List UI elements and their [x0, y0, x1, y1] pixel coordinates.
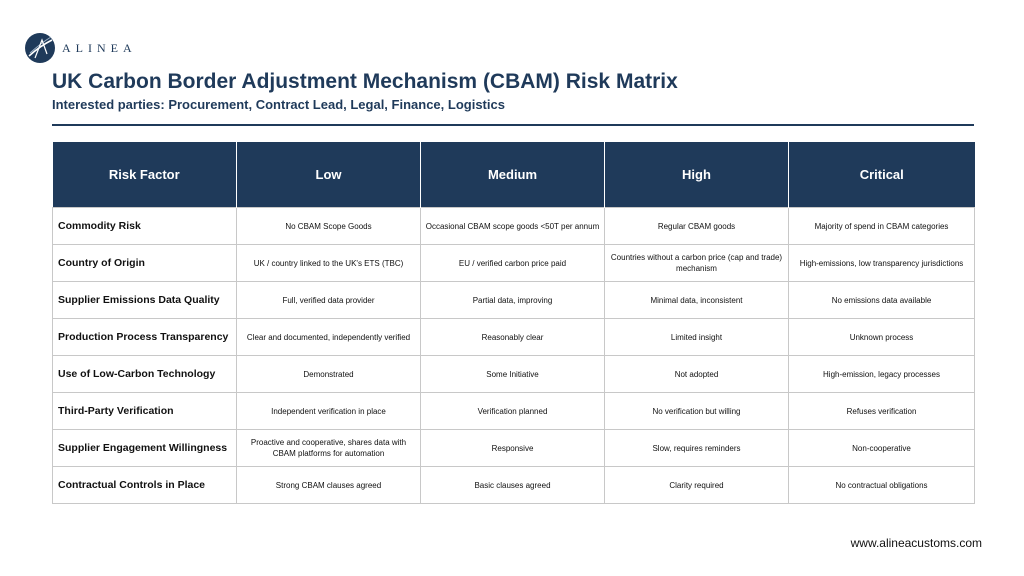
high-cell: No verification but willing: [605, 393, 789, 430]
risk-factor-cell: Country of Origin: [53, 245, 237, 282]
table-row: [53, 319, 975, 356]
alinea-logo-icon: [24, 32, 56, 64]
page-subtitle: Interested parties: Procurement, Contract Lead, Legal, Finance, Logistics: [52, 97, 505, 112]
medium-cell: EU / verified carbon price paid: [421, 245, 605, 282]
critical-cell: Majority of spend in CBAM categories: [789, 208, 975, 245]
high-cell: Countries without a carbon price (cap and trade) mechanism: [605, 245, 789, 282]
brand-logo: [24, 32, 137, 64]
risk-factor-cell: Contractual Controls in Place: [53, 467, 237, 504]
risk-factor-cell: Use of Low-Carbon Technology: [53, 356, 237, 393]
critical-cell: No emissions data available: [789, 282, 975, 319]
medium-cell: Some Initiative: [421, 356, 605, 393]
critical-cell: Non-cooperative: [789, 430, 975, 467]
risk-factor-cell: Supplier Emissions Data Quality: [53, 282, 237, 319]
high-cell: Slow, requires reminders: [605, 430, 789, 467]
column-header: Medium: [421, 142, 605, 208]
column-header: High: [605, 142, 789, 208]
low-cell: Full, verified data provider: [237, 282, 421, 319]
high-cell: Clarity required: [605, 467, 789, 504]
table-header-row: [53, 142, 975, 208]
table-row: [53, 467, 975, 504]
website-link[interactable]: www.alineacustoms.com: [850, 536, 982, 550]
column-header: Critical: [789, 142, 975, 208]
table-row: [53, 245, 975, 282]
medium-cell: Occasional CBAM scope goods <50T per annum: [421, 208, 605, 245]
column-header: Low: [237, 142, 421, 208]
table-row: [53, 282, 975, 319]
critical-cell: Refuses verification: [789, 393, 975, 430]
critical-cell: High-emissions, low transparency jurisdictions: [789, 245, 975, 282]
low-cell: Clear and documented, independently verified: [237, 319, 421, 356]
table-row: [53, 208, 975, 245]
low-cell: No CBAM Scope Goods: [237, 208, 421, 245]
critical-cell: No contractual obligations: [789, 467, 975, 504]
low-cell: Proactive and cooperative, shares data with CBAM platforms for automation: [237, 430, 421, 467]
table-row: [53, 356, 975, 393]
column-header: Risk Factor: [53, 142, 237, 208]
risk-factor-cell: Production Process Transparency: [53, 319, 237, 356]
risk-factor-cell: Commodity Risk: [53, 208, 237, 245]
critical-cell: High-emission, legacy processes: [789, 356, 975, 393]
low-cell: UK / country linked to the UK's ETS (TBC): [237, 245, 421, 282]
table-row: [53, 430, 975, 467]
title-divider: [52, 124, 974, 126]
low-cell: Strong CBAM clauses agreed: [237, 467, 421, 504]
medium-cell: Basic clauses agreed: [421, 467, 605, 504]
high-cell: Minimal data, inconsistent: [605, 282, 789, 319]
high-cell: Not adopted: [605, 356, 789, 393]
medium-cell: Responsive: [421, 430, 605, 467]
low-cell: Demonstrated: [237, 356, 421, 393]
table-row: [53, 393, 975, 430]
low-cell: Independent verification in place: [237, 393, 421, 430]
medium-cell: Reasonably clear: [421, 319, 605, 356]
high-cell: Regular CBAM goods: [605, 208, 789, 245]
high-cell: Limited insight: [605, 319, 789, 356]
risk-factor-cell: Third-Party Verification: [53, 393, 237, 430]
page-title: UK Carbon Border Adjustment Mechanism (CBAM) Risk Matrix: [52, 70, 678, 93]
risk-matrix-table: [52, 142, 975, 504]
medium-cell: Partial data, improving: [421, 282, 605, 319]
critical-cell: Unknown process: [789, 319, 975, 356]
medium-cell: Verification planned: [421, 393, 605, 430]
brand-name: ALINEA: [62, 40, 137, 55]
risk-factor-cell: Supplier Engagement Willingness: [53, 430, 237, 467]
